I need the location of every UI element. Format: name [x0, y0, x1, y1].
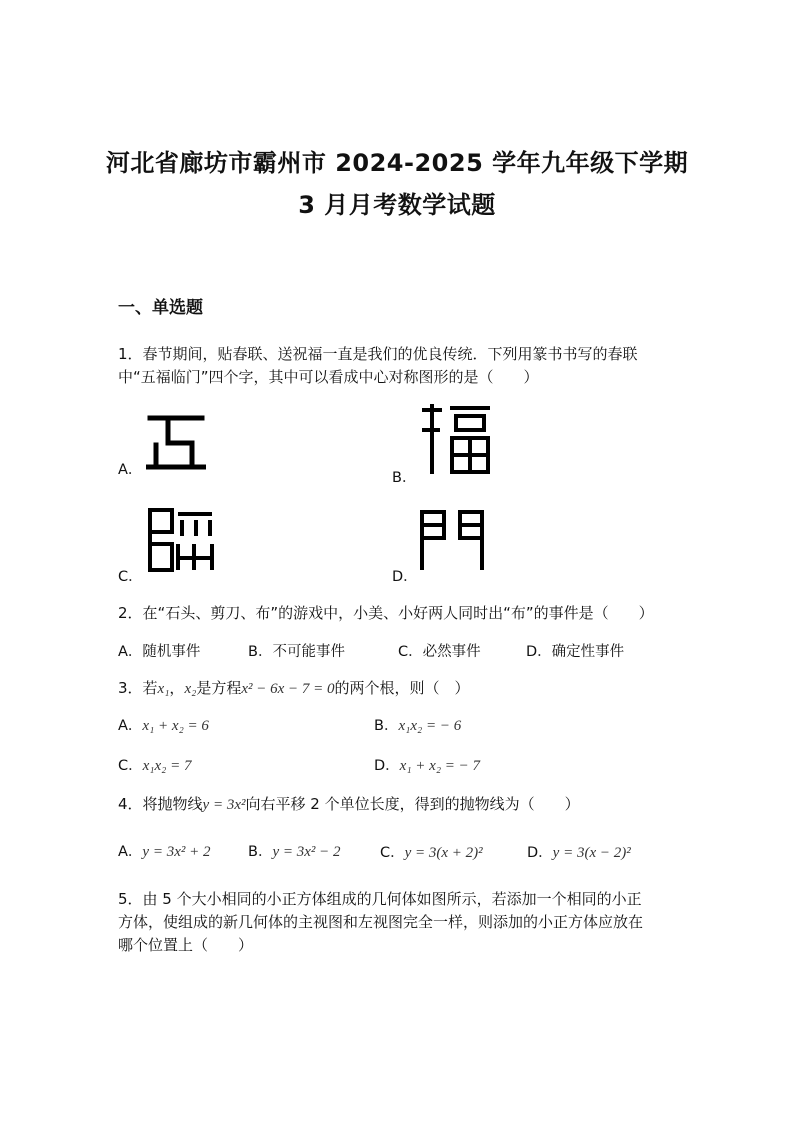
q3-text-part3: 是方程 — [196, 679, 242, 697]
q3-text-part1: 3．若 — [118, 679, 158, 697]
seal-lin-glyph-icon — [146, 506, 216, 574]
q4-option-c-label: C． — [380, 845, 405, 861]
q4-option-a-math: y = 3x² + 2 — [142, 844, 211, 860]
q4-option-a-label: A． — [118, 844, 143, 860]
exam-title-line1: 河北省廊坊市霸州市 2024-2025 学年九年级下学期 — [105, 149, 689, 177]
exam-title-line2: 3 月月考数学试题 — [298, 191, 496, 219]
q1-option-b-label: B． — [392, 470, 417, 486]
q1-option-c-label: C． — [118, 569, 143, 585]
q2-option-d: D．确定性事件 — [526, 644, 625, 660]
question-1-line1: 1．春节期间，贴春联、送祝福一直是我们的优良传统．下列用篆书书写的春联 — [118, 345, 638, 363]
q3-root-x2: x₂ — [184, 681, 197, 697]
q3-text-part2: ， — [169, 679, 185, 697]
q3-option-c — [118, 754, 192, 775]
seal-fu-glyph-icon — [420, 404, 492, 476]
q3-option-a — [118, 714, 209, 735]
q3-option-d-math: x₁ + x₂ = − 7 — [399, 758, 481, 774]
q3-text-part4: 的两个根，则（ ） — [334, 679, 470, 697]
q4-option-d — [527, 841, 631, 862]
q3-equation: x² − 6x − 7 = 0 — [241, 681, 335, 697]
q2-option-a: A．随机事件 — [118, 644, 201, 660]
seal-wu-glyph-icon — [146, 413, 206, 471]
question-5-line3: 哪个位置上（ ） — [118, 936, 254, 954]
q3-option-b-label: B． — [374, 718, 399, 734]
q3-root-x1: x₁ — [157, 681, 170, 697]
question-5-line2: 方体，使组成的新几何体的主视图和左视图完全一样，则添加的小正方体应放在 — [118, 913, 644, 931]
q1-option-a-label: A． — [118, 462, 143, 478]
q4-text-part1: 4．将抛物线 — [118, 795, 203, 813]
question-4-stem — [118, 793, 580, 814]
q1-option-d-label: D． — [392, 569, 418, 585]
q2-option-c: C．必然事件 — [398, 644, 481, 660]
q4-option-b — [248, 840, 341, 861]
q2-option-b: B．不可能事件 — [248, 644, 345, 660]
q4-option-c — [380, 841, 483, 862]
q3-option-c-label: C． — [118, 758, 143, 774]
q4-option-b-math: y = 3x² − 2 — [272, 844, 341, 860]
q4-option-b-label: B． — [248, 844, 273, 860]
q3-option-a-label: A． — [118, 718, 143, 734]
q3-option-a-math: x₁ + x₂ = 6 — [142, 718, 209, 734]
q4-option-d-math: y = 3(x − 2)² — [552, 845, 631, 861]
q3-option-b-math: x₁x₂ = − 6 — [398, 718, 462, 734]
question-5-line1: 5．由 5 个大小相同的小正方体组成的几何体如图所示，若添加一个相同的小正 — [118, 890, 642, 908]
q4-option-a — [118, 840, 210, 861]
q3-option-b — [374, 714, 461, 735]
question-1-line2: 中“五福临门”四个字，其中可以看成中心对称图形的是（ ） — [118, 368, 539, 386]
q4-option-c-math: y = 3(x + 2)² — [404, 845, 483, 861]
q4-text-part2: 向右平移 2 个单位长度，得到的抛物线为（ ） — [245, 795, 580, 813]
q3-option-c-math: x₁x₂ = 7 — [142, 758, 192, 774]
q3-option-d-label: D． — [374, 758, 400, 774]
question-2-stem: 2．在“石头、剪刀、布”的游戏中，小美、小好两人同时出“布”的事件是（ ） — [118, 604, 654, 622]
section-heading: 一、单选题 — [118, 298, 203, 318]
seal-men-glyph-icon — [418, 508, 486, 572]
q4-option-d-label: D． — [527, 845, 553, 861]
q3-option-d — [374, 754, 480, 775]
q4-equation: y = 3x² — [202, 797, 246, 813]
question-3-stem — [118, 677, 470, 698]
